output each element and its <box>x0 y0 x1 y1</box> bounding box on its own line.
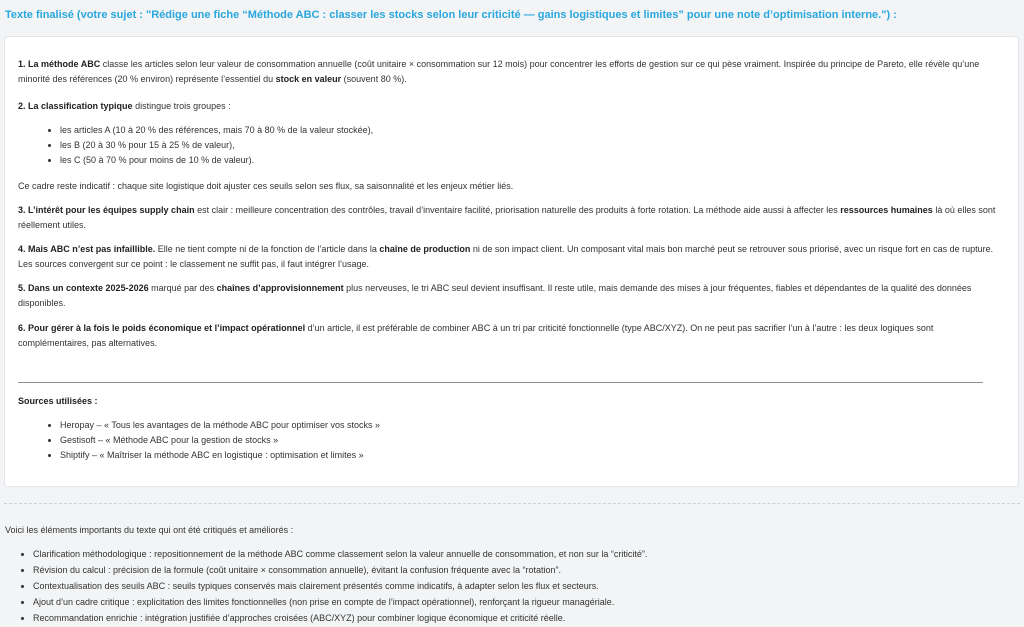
p2-text: distingue trois groupes : <box>132 101 231 111</box>
p5-bold-lead: Dans un contexte 2025-2026 <box>28 283 149 293</box>
p3-text-end: là où elles sont réellement utiles. <box>18 205 996 230</box>
p5-text: marqué par des <box>148 283 217 293</box>
document-heading: Texte finalisé (votre sujet : "Rédige une fiche “Méthode ABC : classer les stocks selon leur criticité — gains logistiques et limites” pour une note d’optimisation interne.") : <box>5 9 897 21</box>
p1-bold-lead: La méthode ABC <box>28 59 101 69</box>
p5-text-end: plus nerveuses, le tri ABC seul devient insuffisant. Il reste utile, mais demande des mises à jour fréquentes, fiables et dépendantes de la qualité des données disponibles. <box>18 283 972 308</box>
p4-number: 4. <box>18 244 26 254</box>
p3-number: 3. <box>18 205 26 215</box>
review-item: • Ajout d’un cadre critique : explicitation des limites fonctionnelles (non prise en compte de l’impact opérationnel), renforçant la rigueur managériale. <box>33 594 1015 610</box>
p3-bold-term: ressources humaines <box>840 205 933 215</box>
p3-bold-lead: L’intérêt pour les équipes supply chain <box>28 205 195 215</box>
paragraph-2 <box>18 99 1003 114</box>
source-item: • Shiptify – « Maîtriser la méthode ABC en logistique : optimisation et limites » <box>60 448 1003 463</box>
p6-text: d’un article, il est préférable de combiner ABC à un tri par criticité fonctionnelle (type ABC/XYZ). On ne peut pas sacrifier l’un à l’autre : les deux logiques sont complémentaires, pas alternatives. <box>18 323 934 348</box>
list-item: • les B (20 à 30 % pour 15 à 25 % de valeur), <box>60 138 1003 153</box>
paragraph-4 <box>18 242 1003 272</box>
paragraph-5 <box>18 281 1003 311</box>
review-item: • Clarification méthodologique : repositionnement de la méthode ABC comme classement selon la valeur annuelle de consommation, et non sur la “criticité”. <box>33 546 1015 562</box>
p6-bold-lead: Pour gérer à la fois le poids économique et l’impact opérationnel <box>28 323 306 333</box>
indicative-note: Ce cadre reste indicatif : chaque site logistique doit ajuster ces seuils selon ses flux, sa saisonnalité et les enjeux métier liés. <box>18 181 514 191</box>
p1-number: 1. <box>18 59 26 69</box>
list-item: • les C (50 à 70 % pour moins de 10 % de valeur). <box>60 153 1003 168</box>
paragraph-3 <box>18 203 1003 233</box>
abc-classes-list <box>18 123 1003 168</box>
source-item: • Heropay – « Tous les avantages de la méthode ABC pour optimiser vos stocks » <box>60 418 1003 433</box>
p5-bold-term: chaînes d’approvisionnement <box>216 283 344 293</box>
p6-number: 6. <box>18 323 26 333</box>
p4-text: Elle ne tient compte ni de la fonction de l’article dans la <box>155 244 380 254</box>
p4-text-end: ni de son impact client. Un composant vital mais bon marché peut se retrouver sous priorisé, avec un risque fort en cas de rupture. Les sources convergent sur ce point : le classement ne suffit pas, il faut intégrer l’usage. <box>18 244 994 269</box>
sources-list <box>18 418 1003 463</box>
review-list <box>5 546 1015 626</box>
p4-bold-term: chaîne de production <box>379 244 471 254</box>
review-intro: Voici les éléments importants du texte qui ont été critiqués et améliorés : <box>5 525 294 535</box>
finalized-text-card <box>4 36 1019 487</box>
p4-bold-lead: Mais ABC n’est pas infaillible. <box>28 244 156 254</box>
review-item: • Révision du calcul : précision de la formule (coût unitaire × consommation annuelle), évitant la confusion fréquente avec la “rotation”. <box>33 562 1015 578</box>
p1-text: classe les articles selon leur valeur de consommation annuelle (coût unitaire × consommation sur 12 mois) pour concentrer les efforts de gestion sur ce qui pèse vraiment. Inspirée du principe de Pareto, elle révèle qu’une minorité des références (20 % environ) représente l’essentiel du <box>18 59 980 84</box>
p2-number: 2. <box>18 101 26 111</box>
p1-bold-term: stock en valeur <box>275 74 342 84</box>
section-separator <box>4 503 1020 504</box>
paragraph-1 <box>18 57 1003 87</box>
source-item: • Gestisoft – « Méthode ABC pour la gestion de stocks » <box>60 433 1003 448</box>
paragraph-6 <box>18 321 1003 351</box>
sources-title: Sources utilisées : <box>18 396 98 406</box>
p5-number: 5. <box>18 283 26 293</box>
list-item: • les articles A (10 à 20 % des références, mais 70 à 80 % de la valeur stockée), <box>60 123 1003 138</box>
review-item: • Recommandation enrichie : intégration justifiée d’approches croisées (ABC/XYZ) pour combiner logique économique et criticité réelle. <box>33 610 1015 626</box>
p3-text: est clair : meilleure concentration des contrôles, travail d’inventaire facilité, priorisation naturelle des produits à forte rotation. La méthode aide aussi à affecter les <box>194 205 841 215</box>
p2-bold-lead: La classification typique <box>28 101 133 111</box>
p1-text-end: (souvent 80 %). <box>341 74 407 84</box>
sources-divider <box>18 382 983 383</box>
review-item: • Contextualisation des seuils ABC : seuils typiques conservés mais clairement présentés comme indicatifs, à adapter selon les flux et secteurs. <box>33 578 1015 594</box>
